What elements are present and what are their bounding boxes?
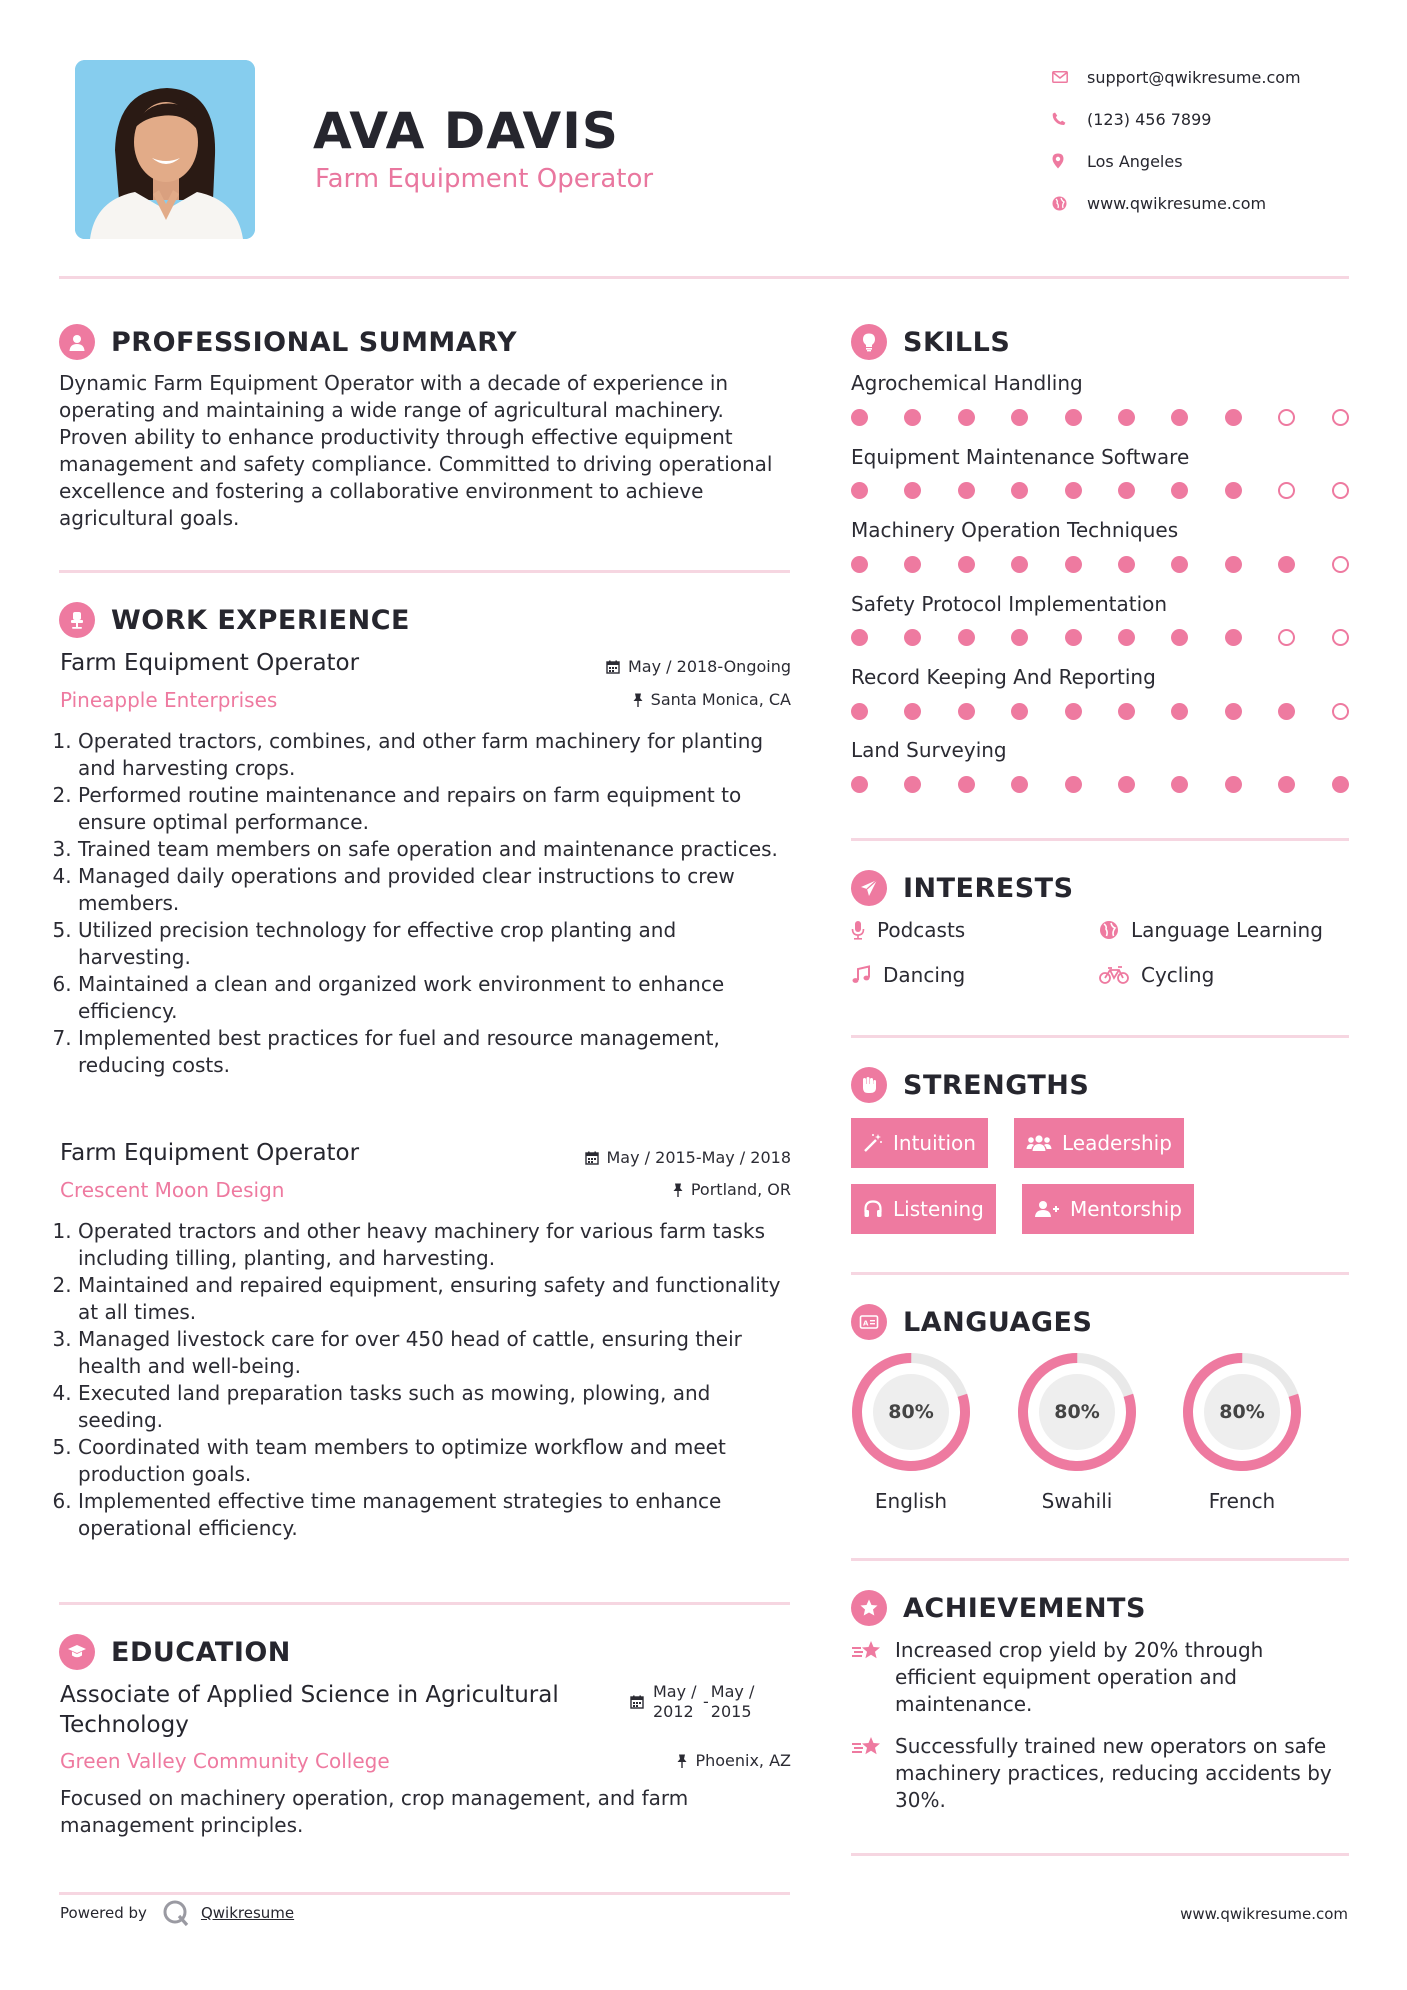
office-chair-icon — [59, 602, 95, 638]
rating-dot-filled — [1118, 629, 1135, 646]
list-item: 4. Executed land preparation tasks such as mowing, plowing, and seeding. — [78, 1380, 800, 1434]
rating-dot-filled — [1118, 482, 1135, 499]
user-plus-icon — [1034, 1199, 1060, 1219]
rating-dot-filled — [851, 629, 868, 646]
rating-dot-filled — [1278, 776, 1295, 793]
music-note-icon — [851, 965, 871, 985]
qwikresume-link[interactable]: Qwikresume — [200, 1904, 295, 1922]
phone-icon — [1050, 112, 1087, 126]
rating-dot-filled — [851, 482, 868, 499]
rating-dot-filled — [1011, 703, 1028, 720]
rating-dot-empty — [1278, 629, 1295, 646]
job-location-text: Portland, OR — [690, 1180, 791, 1199]
strength-intuition — [851, 1118, 988, 1168]
interest-cycling — [1099, 963, 1214, 987]
list-item: 5. Coordinated with team members to optimize workflow and meet production goals. — [78, 1434, 800, 1488]
user-icon — [59, 324, 95, 360]
rating-dot-filled — [1118, 703, 1135, 720]
pushpin-icon — [677, 1754, 687, 1768]
rating-dot-empty — [1332, 482, 1349, 499]
education-heading — [59, 1634, 291, 1670]
contact-email-text: support@qwikresume.com — [1087, 67, 1301, 87]
rating-dot-filled — [958, 776, 975, 793]
lightbulb-icon — [851, 324, 887, 360]
achievement-text: Increased crop yield by 20% through efficient equipment operation and maintenance. — [895, 1638, 1264, 1716]
rating-dot-filled — [1225, 629, 1242, 646]
calendar-icon — [585, 1151, 599, 1165]
list-item: 2. Maintained and repaired equipment, ensuring safety and functionality at all times. — [78, 1272, 800, 1326]
rating-dot-filled — [1171, 556, 1188, 573]
contact-website-text: www.qwikresume.com — [1087, 193, 1267, 213]
strength-leadership — [1014, 1118, 1184, 1168]
rating-dot-filled — [958, 482, 975, 499]
job-title: Farm Equipment Operator — [60, 650, 360, 676]
rating-dot-filled — [851, 703, 868, 720]
experience-heading — [59, 602, 410, 638]
strength-label: Mentorship — [1070, 1197, 1182, 1221]
contact-location — [1050, 140, 1380, 182]
job-date-text: May / 2015-May / 2018 — [606, 1148, 791, 1167]
rating-dot-filled — [1065, 556, 1082, 573]
list-item: 1. Operated tractors and other heavy machinery for various farm tasks including tilling, planting, and harvesting. — [78, 1218, 800, 1272]
language-percent: 80% — [1219, 1401, 1265, 1423]
achievements-divider — [851, 1853, 1349, 1856]
interests-title: INTERESTS — [903, 872, 1074, 904]
achievement-text: Successfully trained new operators on safe machinery practices, reducing accidents by 30%. — [895, 1734, 1332, 1812]
list-item: 1. Operated tractors, combines, and other farm machinery for planting and harvesting crops. — [78, 728, 790, 782]
shooting-star-icon — [851, 1735, 883, 1759]
education-description: Focused on machinery operation, crop management, and farm management principles. — [60, 1786, 689, 1837]
rating-dot-filled — [1011, 629, 1028, 646]
language-name: Swahili — [1041, 1489, 1113, 1513]
job-location — [673, 1180, 791, 1199]
candidate-title: Farm Equipment Operator — [315, 164, 654, 194]
language-percent: 80% — [888, 1401, 934, 1423]
job-company: Crescent Moon Design — [60, 1178, 285, 1202]
language-item — [1181, 1351, 1303, 1513]
summary-title: PROFESSIONAL SUMMARY — [111, 326, 518, 358]
paper-plane-icon — [851, 870, 887, 906]
strengths-title: STRENGTHS — [903, 1069, 1090, 1101]
rating-dot-filled — [1225, 409, 1242, 426]
rating-dot-empty — [1278, 482, 1295, 499]
rating-dot-filled — [1065, 703, 1082, 720]
header-divider — [59, 276, 1349, 279]
rating-dot-filled — [1118, 776, 1135, 793]
language-card-icon — [851, 1304, 887, 1340]
powered-by-label: Powered by — [60, 1904, 147, 1922]
rating-dot-filled — [1332, 776, 1349, 793]
education-start: May / 2012 — [653, 1682, 697, 1721]
footer-powered-by — [60, 1898, 294, 1928]
school-name: Green Valley Community College — [60, 1749, 390, 1773]
achievements-title: ACHIEVEMENTS — [903, 1592, 1146, 1624]
rating-dot-filled — [1278, 703, 1295, 720]
skills-heading — [851, 324, 1010, 360]
job-bullets — [60, 728, 790, 1079]
rating-dot-filled — [1225, 556, 1242, 573]
list-item: 3. Trained team members on safe operation and maintenance practices. — [78, 836, 790, 863]
contact-email[interactable] — [1050, 56, 1380, 98]
achievements-heading — [851, 1590, 1146, 1626]
education-location — [677, 1751, 791, 1770]
graduation-icon — [59, 1634, 95, 1670]
experience-divider — [59, 1602, 790, 1605]
rating-dot-empty — [1332, 556, 1349, 573]
rating-dot-empty — [1332, 409, 1349, 426]
rating-dot-filled — [1011, 482, 1028, 499]
rating-dot-filled — [1118, 556, 1135, 573]
rating-dot-filled — [958, 409, 975, 426]
map-pin-icon — [1050, 153, 1087, 169]
education-location-text: Phoenix, AZ — [695, 1751, 791, 1770]
skill-name: Land Surveying — [851, 738, 1007, 762]
summary-heading — [59, 324, 517, 360]
education-divider — [59, 1892, 790, 1895]
strength-listening — [851, 1184, 996, 1234]
calendar-icon — [606, 660, 620, 674]
rating-dot-filled — [1065, 776, 1082, 793]
magic-wand-icon — [863, 1133, 883, 1153]
rating-dot-filled — [1225, 703, 1242, 720]
list-item: 5. Utilized precision technology for effective crop planting and harvesting. — [78, 917, 790, 971]
skill-name: Machinery Operation Techniques — [851, 518, 1179, 542]
qwikresume-logo-icon — [161, 1898, 191, 1928]
interest-podcasts — [851, 918, 965, 942]
education-end: May / 2015 — [710, 1682, 755, 1721]
contact-list — [1050, 56, 1380, 224]
language-item — [1016, 1351, 1138, 1513]
strength-label: Listening — [893, 1197, 984, 1221]
globe-icon — [1050, 196, 1087, 211]
rating-dot-filled — [1011, 409, 1028, 426]
interest-label: Language Learning — [1131, 918, 1323, 942]
strengths-heading — [851, 1067, 1089, 1103]
degree-title: Associate of Applied Science in Agricultural Technology — [60, 1682, 559, 1738]
language-name: English — [874, 1489, 948, 1513]
pushpin-icon — [673, 1183, 683, 1197]
rating-dot-filled — [1118, 409, 1135, 426]
rating-dot-empty — [1332, 629, 1349, 646]
bicycle-icon — [1099, 965, 1129, 985]
skill-rating — [851, 629, 1349, 647]
rating-dot-filled — [904, 703, 921, 720]
skills-title: SKILLS — [903, 326, 1011, 358]
rating-dot-filled — [1225, 482, 1242, 499]
list-item: 6. Implemented effective time management strategies to enhance operational efficiency. — [78, 1488, 800, 1542]
interests-heading — [851, 870, 1074, 906]
job-company: Pineapple Enterprises — [60, 688, 278, 712]
group-icon — [1026, 1133, 1052, 1153]
skill-rating — [851, 556, 1349, 574]
interest-label: Cycling — [1141, 963, 1215, 987]
languages-heading — [851, 1304, 1092, 1340]
strengths-divider — [851, 1272, 1349, 1275]
list-item: 4. Managed daily operations and provided clear instructions to crew members. — [78, 863, 790, 917]
job-location — [633, 690, 791, 709]
contact-phone-text: (123) 456 7899 — [1087, 109, 1212, 129]
microphone-icon — [851, 920, 865, 940]
list-item: 6. Maintained a clean and organized work environment to enhance efficiency. — [78, 971, 790, 1025]
rating-dot-filled — [958, 629, 975, 646]
rating-dot-filled — [1278, 556, 1295, 573]
interest-language-learning — [1099, 918, 1323, 942]
summary-divider — [59, 570, 790, 573]
rating-dot-filled — [1065, 629, 1082, 646]
star-badge-icon — [851, 1590, 887, 1626]
globe-icon — [1099, 920, 1119, 940]
rating-dot-filled — [1011, 556, 1028, 573]
skill-name: Equipment Maintenance Software — [851, 445, 1190, 469]
rating-dot-filled — [1171, 703, 1188, 720]
education-dates — [630, 1682, 759, 1722]
list-item: 3. Managed livestock care for over 450 head of cattle, ensuring their health and well-being. — [78, 1326, 800, 1380]
headphones-icon — [863, 1199, 883, 1219]
interest-label: Dancing — [883, 963, 966, 987]
shooting-star-icon — [851, 1639, 883, 1663]
rating-dot-filled — [1171, 482, 1188, 499]
skill-rating — [851, 482, 1349, 500]
rating-dot-filled — [904, 556, 921, 573]
envelope-icon — [1050, 71, 1087, 83]
achievement-item — [851, 1733, 1349, 1814]
rating-dot-filled — [851, 776, 868, 793]
languages-divider — [851, 1558, 1349, 1561]
interest-dancing — [851, 963, 965, 987]
skill-name: Agrochemical Handling — [851, 371, 1083, 395]
job-bullets — [60, 1218, 800, 1542]
job-date — [606, 657, 791, 676]
strength-label: Leadership — [1062, 1131, 1172, 1155]
rating-dot-filled — [904, 776, 921, 793]
skill-name: Safety Protocol Implementation — [851, 592, 1168, 616]
experience-title: WORK EXPERIENCE — [111, 604, 410, 636]
rating-dot-empty — [1332, 703, 1349, 720]
rating-dot-filled — [1011, 776, 1028, 793]
rating-dot-filled — [1225, 776, 1242, 793]
language-item — [850, 1351, 972, 1513]
contact-location-text: Los Angeles — [1087, 151, 1183, 171]
interest-label: Podcasts — [877, 918, 966, 942]
languages-title: LANGUAGES — [903, 1306, 1093, 1338]
contact-website[interactable] — [1050, 182, 1380, 224]
skill-name: Record Keeping And Reporting — [851, 665, 1156, 689]
rating-dot-filled — [958, 556, 975, 573]
list-item: 2. Performed routine maintenance and repairs on farm equipment to ensure optimal performance. — [78, 782, 790, 836]
fist-icon — [851, 1067, 887, 1103]
job-location-text: Santa Monica, CA — [650, 690, 791, 709]
education-title: EDUCATION — [111, 1636, 291, 1668]
skill-rating — [851, 703, 1349, 721]
rating-dot-filled — [1171, 776, 1188, 793]
job-date — [585, 1148, 792, 1167]
job-date-text: May / 2018-Ongoing — [628, 657, 791, 676]
rating-dot-filled — [1065, 482, 1082, 499]
strength-label: Intuition — [893, 1131, 976, 1155]
achievement-item — [851, 1637, 1349, 1718]
rating-dot-filled — [851, 556, 868, 573]
svg-text:A: A — [863, 1319, 869, 1328]
language-name: French — [1208, 1489, 1276, 1513]
contact-phone[interactable] — [1050, 98, 1380, 140]
date-separator: - — [703, 1692, 709, 1711]
rating-dot-filled — [904, 629, 921, 646]
footer-url[interactable]: www.qwikresume.com — [1180, 1905, 1348, 1923]
rating-dot-filled — [958, 703, 975, 720]
calendar-icon — [630, 1695, 644, 1709]
profile-photo — [75, 60, 255, 239]
language-percent: 80% — [1054, 1401, 1100, 1423]
rating-dot-filled — [904, 409, 921, 426]
strength-mentorship — [1022, 1184, 1194, 1234]
rating-dot-filled — [904, 482, 921, 499]
candidate-name: AVA DAVIS — [313, 102, 619, 160]
interests-divider — [851, 1035, 1349, 1038]
summary-text: Dynamic Farm Equipment Operator with a decade of experience in operating and maintaining a wide range of agricultural machinery. Proven ability to enhance productivity through effective equipment management and safety compliance. Committed to driving operational excellence and fostering a collaborative environment to achieve agricultural goals. — [59, 371, 773, 530]
rating-dot-filled — [1065, 409, 1082, 426]
skills-divider — [851, 838, 1349, 841]
rating-dot-filled — [851, 409, 868, 426]
skill-rating — [851, 776, 1349, 794]
pushpin-icon — [633, 693, 643, 707]
list-item: 7. Implemented best practices for fuel and resource management, reducing costs. — [78, 1025, 790, 1079]
job-title: Farm Equipment Operator — [60, 1140, 360, 1166]
rating-dot-filled — [1171, 629, 1188, 646]
rating-dot-filled — [1171, 409, 1188, 426]
skill-rating — [851, 409, 1349, 427]
rating-dot-empty — [1278, 409, 1295, 426]
